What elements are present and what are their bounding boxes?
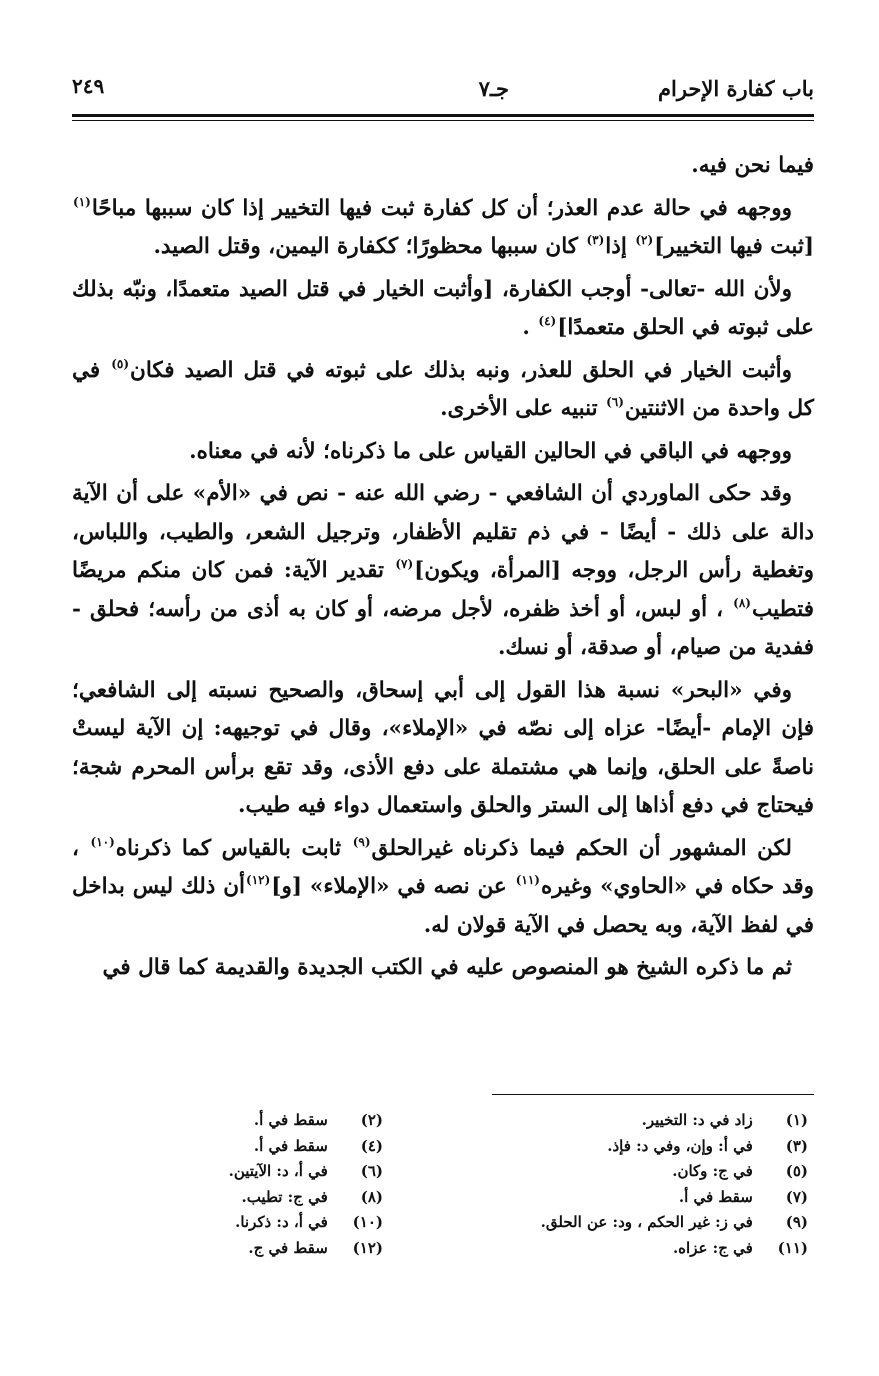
- footnote-ref[interactable]: (١): [73, 194, 91, 209]
- paragraph-2: ووجهه في حالة عدم العذر؛ أن كل كفارة ثبت فيها التخيير إذا كان سببها مباحًا$^{(١)}$ [ثبت فيها التخيير]$^{(٢)}$ إذا$^{(٣)}$ كان سببها محظورًا؛ ككفارة اليمين، وقتل الصيد.: [73, 194, 814, 259]
- page-number: ٢٤٩: [72, 74, 105, 98]
- footnote-ref[interactable]: (١٢): [246, 873, 271, 887]
- footnote-item: (١) زاد في د: التخيير.: [641, 1111, 808, 1129]
- footnote-item: (١٠) في أ، د: ذكرنا.: [235, 1213, 383, 1231]
- paragraph-6: وقد حكى الماوردي أن الشافعي - رضي الله عنه - نص في «الأم» على أن الآية دالة على ذلك - أيضًا - في ذم تقليم الأظفار، وترجيل الشعر، والطيب، واللباس، وتغطية رأس الرجل، ووجه [المرأة، ويكون]$^{(٧)}$ تقدير الآية: فمن كان منكم مريضًا فتطيب$^{(٨)}$ ، أو لبس، أو أخذ ظفره، لأجل مرضه، أو كان به أذى من رأسه؛ فحلق - ففدية من صيام، أو صدقة، أو نسك.: [72, 481, 815, 660]
- footnote-item: (١٢) سقط في ج.: [248, 1238, 383, 1257]
- footnote-ref[interactable]: (٤): [538, 314, 557, 328]
- footnote-ref[interactable]: (٦): [606, 395, 624, 409]
- footnote-item: (٤) سقط في أ.: [253, 1136, 383, 1155]
- volume-label: جـ٧: [478, 76, 509, 101]
- footnote-ref[interactable]: (٧): [395, 557, 414, 571]
- footnote-ref[interactable]: (٩): [352, 834, 371, 849]
- paragraph-7: وفي «البحر» نسبة هذا القول إلى أبي إسحاق، والصحيح نسبته إلى الشافعي؛ فإن الإمام -أيضًا- عزاه إلى نصّه في «الإملاء»، وقال في توجيهه: إن الآية ليستْ ناصةً على الحلق، وإنما هي مشتملة على دفع الأذى، وقد تقع برأس المحرم شجة؛ فيحتاج في دفع أذاها إلى الستر والحلق واستعمال دواء فيه طيب.: [72, 677, 814, 818]
- footnote-item: (٢) سقط في أ.: [253, 1111, 383, 1129]
- paragraph-9: ثم ما ذكره الشيخ هو المنصوص عليه في الكتب الجديدة والقديمة كما قال في: [102, 955, 792, 980]
- footnote-item: (١١) في ج: عزاه.: [672, 1238, 808, 1257]
- footnote-ref[interactable]: (١٠): [90, 834, 115, 849]
- footnote-item: (٨) في ج: تطيب.: [241, 1187, 383, 1206]
- paragraph-3: ولأن الله -تعالى- أوجب الكفارة، [وأثبت الخيار في قتل الصيد متعمدًا، ونبّه بذلك على ثبوته في الحلق متعمدًا]$^{(٤)}$ .: [72, 276, 814, 340]
- footnote-item: (٧) سقط في أ.: [678, 1187, 808, 1206]
- footnote-ref[interactable]: (٣): [586, 233, 605, 247]
- paragraph-5: ووجهه في الباقي في الحالين القياس على ما ذكرناه؛ لأنه في معناه.: [189, 438, 792, 464]
- paragraph-8: لكن المشهور أن الحكم فيما ذكرناه غيرالحلق$^{(٩)}$ ثابت بالقياس كما ذكرناه$^{(١٠)}$ ، وقد حكاه في «الحاوي» وغيره$^{(١١)}$ عن نصه في «الإملاء» [و]$^{(١٢)}$أن ذلك ليس بداخل في لفظ الآية، وبه يحصل في الآية قولان له.: [72, 834, 814, 938]
- book-page: [72, 70, 815, 1257]
- footnote-ref[interactable]: (١١): [515, 873, 540, 887]
- paragraph-1: فيما نحن فيه.: [691, 153, 814, 178]
- running-header: [72, 70, 814, 114]
- header-rule-thick: [72, 114, 814, 117]
- footnote-item: (٣) في أ: وإن، وفي د: فإذ.: [607, 1136, 808, 1155]
- footnote-ref[interactable]: (٢): [635, 233, 654, 247]
- footnote-ref[interactable]: (٥): [111, 356, 130, 371]
- header-rule-thin: [72, 120, 814, 121]
- footnote-item: (٦) في أ، د: الآيتين.: [228, 1162, 383, 1180]
- main-text: [72, 147, 814, 988]
- chapter-title: باب كفارة الإحرام: [657, 76, 814, 101]
- paragraph-4: وأثبت الخيار في الحلق للعذر، ونبه بذلك على ثبوته في قتل الصيد فكان$^{(٥)}$ في كل واحدة من الاثنتين$^{(٦)}$ تنبيه على الأخرى.: [72, 356, 814, 421]
- footnote-item: (٩) في ز: غير الحكم ، ود: عن الحلق.: [540, 1213, 808, 1231]
- footnote-item: (٥) في ج: وكان.: [672, 1162, 808, 1180]
- footnotes-section: [72, 1094, 814, 1261]
- footnote-ref[interactable]: (٨): [733, 595, 751, 610]
- footnote-list: [72, 1108, 814, 1261]
- footnote-separator: [492, 1094, 814, 1095]
